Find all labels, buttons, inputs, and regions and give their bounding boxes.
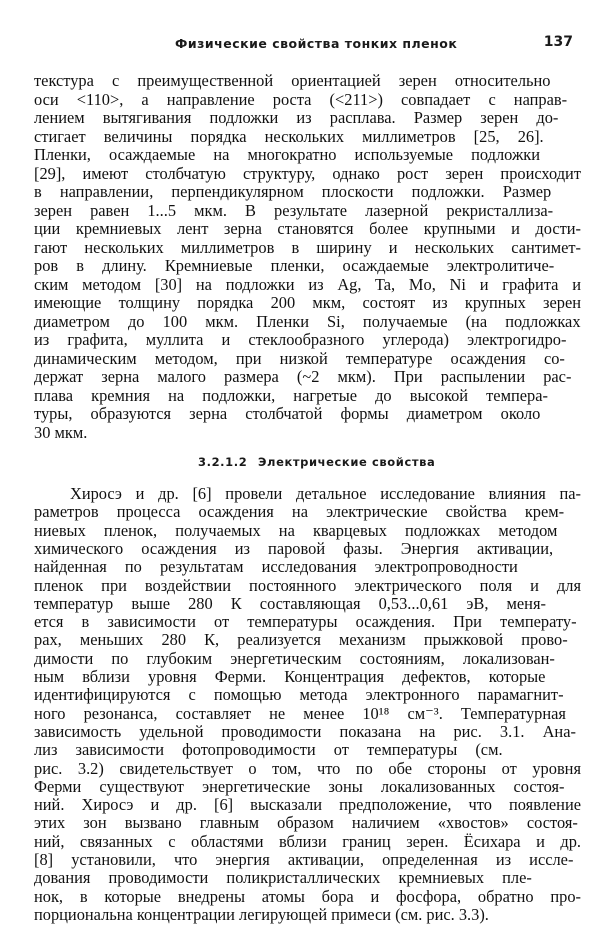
text-line: порциональна концентрации легирующей примеси (см. рис. 3.3). [34, 904, 489, 924]
section-heading [0, 454, 615, 474]
text-line: ции кремниевых лент зерна становятся более крупными и дости- [34, 219, 581, 238]
running-header [0, 28, 615, 56]
page-number: 137 [543, 34, 573, 50]
text-line: зерен равен 1...5 мкм. В результате лазерной рекристаллиза- [34, 200, 554, 220]
text-line: рах, меньших 280 К, реализуется механизм прыжковой прово- [34, 630, 568, 650]
text-line: ется в зависимости от температуры осаждения. При температу- [34, 612, 577, 632]
text-line: динамическим методом, при низкой температуре осаждения со- [34, 348, 565, 368]
text-line: Пленки, осаждаемые на многократно используемые подложки [34, 145, 540, 164]
text-line: ным вблизи уровня Ферми. Концентрация дефектов, которые [34, 667, 546, 686]
section-title: Электрические свойства [258, 455, 436, 469]
text-line: гают нескольких миллиметров в ширину и нескольких сантимет- [34, 237, 581, 257]
text-line: зависимость удельной проводимости показана на рис. 3.1. Ана- [34, 721, 576, 741]
text-line: раметров процесса осаждения на электрические свойства крем- [34, 502, 565, 522]
text-line: оси <110>, а направление роста (<211>) совпадает с направ- [34, 89, 568, 109]
text-line: пленок при воздействии постоянного электрического поля и для [34, 575, 581, 595]
text-line: из графита, муллита и стеклообразного углерода) электрогидро- [34, 330, 567, 349]
text-line: имеющие толщину порядка 200 мкм, состоят из крупных зерен [34, 293, 581, 312]
text-line: стигает величины порядка нескольких миллиметров [25, 26]. [34, 126, 544, 146]
text-line: температур выше 280 К составляющая 0,53...0,61 эВ, меня- [34, 593, 546, 613]
text-line: ний. Хиросэ и др. [6] высказали предположение, что появление [34, 795, 581, 815]
text-line: ским методом [30] на подложки из Ag, Ta, Mo, Ni и графита и [34, 274, 581, 294]
text-line: держат зерна малого размера (~2 мкм). При распылении рас- [34, 367, 572, 386]
text-line: идентифицируются с помощью метода электронного парамагнит- [34, 685, 564, 705]
text-line: туры, образуются зерна столбчатой формы диаметром около [34, 404, 541, 423]
text-line: ров в длину. Кремниевые пленки, осаждаемые электролитиче- [34, 256, 555, 275]
text-line: Хиросэ и др. [6] провели детальное исследование влияния па- [70, 484, 581, 503]
text-line: дования проводимости поликристаллических кремниевых пле- [34, 868, 532, 888]
text-line: [29], имеют столбчатую структуру, однако рост зерен происходит [34, 163, 581, 183]
text-line: в направлении, перпендикулярном плоскости подложки. Размер [34, 182, 552, 201]
text-line: нок, в которые внедрены атомы бора и фосфора, обратно про- [34, 886, 581, 906]
running-title: Физические свойства тонких пленок [175, 36, 458, 51]
text-line: этих зон вызвано главным образом наличием «хвостов» состоя- [34, 813, 578, 833]
text-line: ниевых пленок, получаемых на кварцевых подложках методом [34, 520, 558, 540]
text-line: текстура с преимущественной ориентацией зерен относительно [34, 71, 551, 90]
text-line: 30 мкм. [34, 422, 88, 442]
text-line: лиз зависимости фотопроводимости от температуры (см. [34, 740, 503, 760]
text-line: ний, связанных с областями вблизи границ зерен. Ёсихара и др. [34, 831, 581, 851]
text-line: [8] установили, что энергия активации, определенная из иссле- [34, 850, 574, 869]
text-line: лением вытягивания подложки из расплава. Размер зерен до- [34, 108, 559, 127]
text-line: диаметром до 100 мкм. Пленки Si, получаемые (на подложках [34, 311, 581, 331]
text-line: плава кремния на подложки, нагретые до высокой темпера- [34, 385, 548, 405]
text-line: химического осаждения из паровой фазы. Энергия активации, [34, 538, 554, 558]
text-line: димости по глубоким энергетическим состояниям, локализован- [34, 648, 555, 668]
section-number: 3.2.1.2 [198, 455, 248, 469]
text-line: Ферми существуют энергетические зоны локализованных состоя- [34, 776, 565, 796]
text-line: найденная по результатам исследования электропроводности [34, 557, 518, 577]
text-line: рис. 3.2) свидетельствует о том, что по обе стороны от уровня [34, 758, 581, 778]
text-line: ного резонанса, составляет не менее 10¹⁸ см⁻³. Температурная [34, 703, 566, 723]
